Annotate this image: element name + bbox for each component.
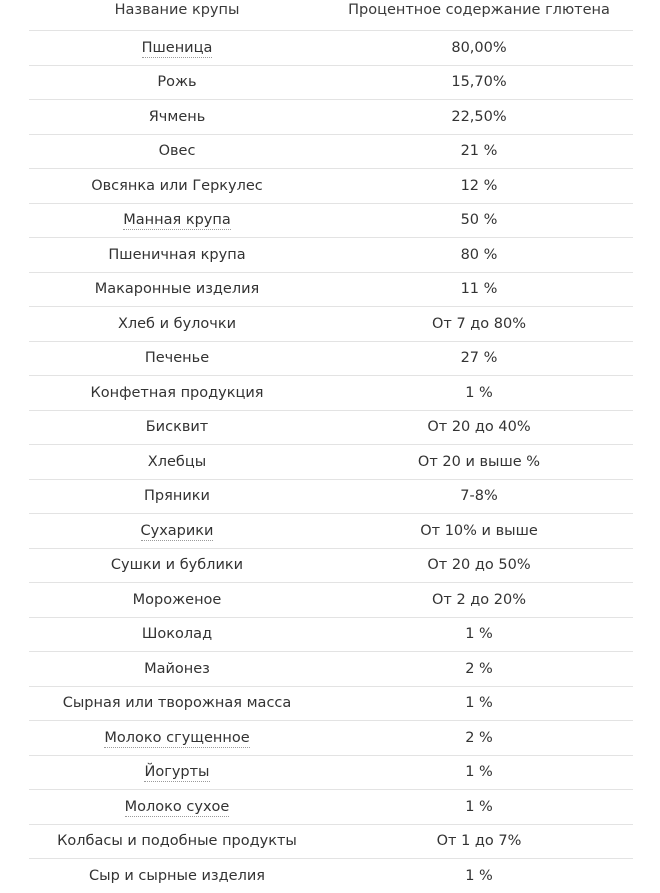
cell-gluten-percent: 1 % (465, 867, 493, 884)
product-name-text: Сырная или творожная масса (62, 695, 292, 712)
cell-product-name (29, 272, 325, 307)
cell-product-name (29, 410, 325, 445)
cell-gluten-percent: 80 % (325, 238, 633, 273)
cell-gluten-percent: От 20 и выше % (325, 445, 633, 480)
product-name-text: Майонез (144, 660, 210, 677)
cell-gluten-percent: 21 % (325, 134, 633, 169)
product-name-text: Пряники (144, 488, 210, 505)
cell-gluten-percent: От 20 до 50% (325, 548, 633, 583)
table-row (29, 686, 633, 721)
product-name-link[interactable]: Сухарики (140, 522, 214, 539)
cell-product-name (29, 755, 325, 790)
table-row (29, 583, 633, 618)
cell-gluten-percent: 1 % (325, 755, 633, 790)
cell-gluten-percent: 1 % (325, 617, 633, 652)
cell-gluten-percent: От 2 до 20% (325, 583, 633, 618)
product-name-text: Бисквит (145, 419, 209, 436)
table-row (29, 445, 633, 480)
product-name-text: Шоколад (141, 626, 213, 643)
cell-gluten-percent: 1 % (325, 790, 633, 825)
table-row (29, 479, 633, 514)
cell-product-name (29, 859, 325, 893)
product-name-text: Ячмень (148, 108, 206, 125)
product-name-text: Мороженое (132, 591, 222, 608)
cell-product-name (29, 824, 325, 859)
table-header (29, 0, 633, 31)
table-row (29, 100, 633, 135)
product-name-link[interactable]: Молоко сухое (124, 798, 230, 815)
table-row (29, 514, 633, 549)
cell-gluten-percent: 80,00% (325, 31, 633, 66)
cell-gluten-percent: От 10% и выше (325, 514, 633, 549)
product-name-text: Хлеб и булочки (117, 315, 237, 332)
cell-product-name (29, 134, 325, 169)
product-name-text: Рожь (157, 74, 197, 91)
product-name-link[interactable]: Йогурты (144, 764, 210, 781)
cell-gluten-percent: От 20 до 40% (325, 410, 633, 445)
table-header-row (29, 0, 633, 31)
product-name-text: Конфетная продукция (90, 384, 264, 401)
table-row (29, 376, 633, 411)
table-row (29, 755, 633, 790)
product-name-text: Овес (158, 143, 196, 160)
cell-gluten-percent: 15,70% (325, 65, 633, 100)
product-name-text: Колбасы и подобные продукты (57, 833, 297, 850)
cell-product-name (29, 583, 325, 618)
table-row (29, 65, 633, 100)
cell-product-name (29, 169, 325, 204)
cell-product-name (29, 31, 325, 66)
table-row (29, 548, 633, 583)
product-name-text: Овсянка или Геркулес (91, 177, 263, 194)
product-name-text: Печенье (144, 350, 210, 367)
table-row (29, 31, 633, 66)
product-name-text: Сушки и бублики (110, 557, 244, 574)
cell-gluten-percent: 1 % (325, 686, 633, 721)
cell-gluten-percent: 2 % (325, 652, 633, 687)
cell-product-name (29, 238, 325, 273)
table-row (29, 652, 633, 687)
table-row (29, 617, 633, 652)
cell-gluten-percent: 2 % (325, 721, 633, 756)
cell-product-name (29, 514, 325, 549)
table-row (29, 203, 633, 238)
cell-gluten-percent: 22,50% (325, 100, 633, 135)
cell-product-name (29, 721, 325, 756)
cell-product-name (29, 617, 325, 652)
table-row (29, 169, 633, 204)
table-row (29, 790, 633, 825)
table-row (29, 272, 633, 307)
cell-product-name (29, 376, 325, 411)
cell-gluten-percent: 12 % (325, 169, 633, 204)
cell-gluten-percent: 27 % (325, 341, 633, 376)
table-row (29, 238, 633, 273)
table-row (29, 824, 633, 859)
cell-product-name (29, 341, 325, 376)
table-row (29, 341, 633, 376)
cell-product-name (29, 307, 325, 342)
cell-product-name (29, 686, 325, 721)
cell-gluten-percent: 7-8% (325, 479, 633, 514)
table-row (29, 307, 633, 342)
table-row (29, 721, 633, 756)
column-header-grain-name: Название крупы (29, 0, 325, 31)
table-row (29, 859, 633, 893)
product-name-text: Хлебцы (147, 453, 207, 470)
product-name-link[interactable]: Молоко сгущенное (104, 729, 250, 746)
product-name-text: Макаронные изделия (94, 281, 260, 298)
column-header-gluten-percent: Процентное содержание глютена (325, 0, 633, 31)
product-name-link[interactable]: Манная крупа (123, 212, 231, 229)
product-name-link[interactable]: Пшеница (141, 39, 213, 56)
cell-gluten-percent: От 7 до 80% (325, 307, 633, 342)
cell-gluten-percent: 11 % (325, 272, 633, 307)
cell-gluten-percent: 50 % (325, 203, 633, 238)
cell-product-name (29, 548, 325, 583)
table-row (29, 134, 633, 169)
table-row (29, 410, 633, 445)
cell-product-name (29, 65, 325, 100)
cell-product-name (29, 445, 325, 480)
cell-product-name (29, 479, 325, 514)
product-name-text: Сыр и сырные изделия (89, 867, 265, 884)
cell-product-name (29, 203, 325, 238)
cell-product-name (29, 652, 325, 687)
gluten-content-table (29, 0, 633, 893)
cell-product-name (29, 790, 325, 825)
cell-product-name (29, 100, 325, 135)
cell-gluten-percent: От 1 до 7% (325, 824, 633, 859)
product-name-text: Пшеничная крупа (108, 246, 246, 263)
table-body (29, 31, 633, 893)
cell-gluten-percent: 1 % (325, 376, 633, 411)
